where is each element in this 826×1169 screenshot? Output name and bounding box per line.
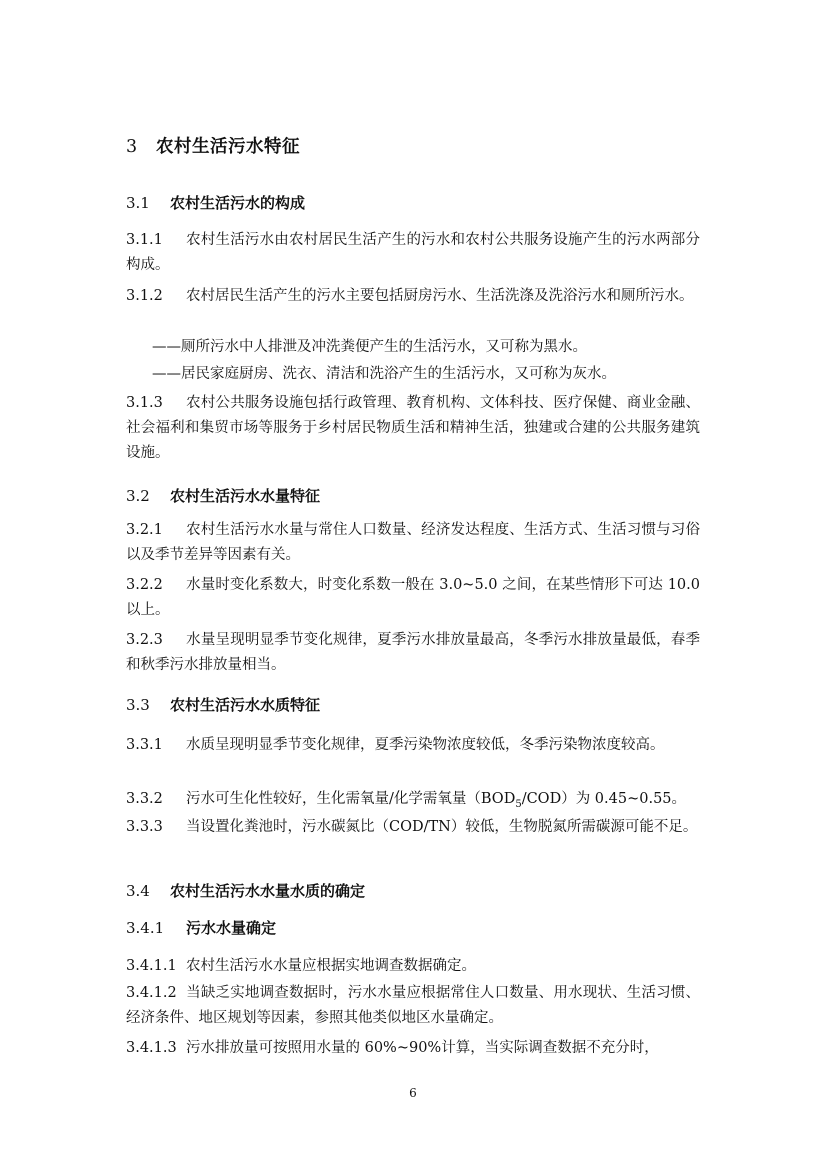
clause-number: 3.3.1: [126, 737, 163, 753]
clause-3-3-3: [126, 815, 700, 840]
clause-3-4-1-2: [126, 981, 700, 1031]
section-title: 农村生活污水的构成: [170, 194, 306, 212]
section-number: 3.2: [126, 487, 150, 505]
section-number: 3.3: [126, 696, 150, 714]
clause-text: 水质呈现明显季节变化规律，夏季污染物浓度较低，冬季污染物浓度较高。: [186, 737, 665, 753]
clause-number: 3.3.2: [126, 791, 163, 807]
section-title: 农村生活污水水质特征: [170, 696, 321, 714]
section-number: 3.4.1: [126, 919, 165, 937]
section-title: 污水水量确定: [186, 919, 277, 937]
section-heading-3-2: [126, 485, 320, 506]
clause-number: 3.1.3: [126, 395, 163, 411]
clause-3-4-1-3: [126, 1036, 700, 1061]
clause-text-part: /COD）为 0.45~0.55。: [521, 791, 687, 807]
clause-number: 3.2.1: [126, 522, 163, 538]
clause-number: 3.2.2: [126, 577, 163, 593]
clause-text: 农村居民生活产生的污水主要包括厨房污水、生活洗涤及洗浴污水和厕所污水。: [186, 288, 694, 304]
section-heading-3-1: [126, 192, 305, 213]
clause-3-1-1: [126, 228, 700, 278]
clause-text: 当设置化粪池时，污水碳氮比（COD/TN）较低，生物脱氮所需碳源可能不足。: [186, 819, 698, 835]
subscript: 5: [515, 798, 522, 810]
clause-number: 3.4.1.2: [126, 985, 177, 1001]
clause-text: 水量呈现明显季节变化规律，夏季污水排放量最高，冬季污水排放量最低，春季和秋季污水排放量相当。: [126, 632, 700, 673]
clause-number: 3.4.1.1: [126, 958, 177, 974]
clause-text: 农村生活污水水量与常住人口数量、经济发达程度、生活方式、生活习惯与习俗以及季节差异等因素有关。: [126, 522, 700, 563]
clause-number: 3.4.1.3: [126, 1040, 177, 1056]
clause-number: 3.1.2: [126, 288, 163, 304]
section-number: 3.1: [126, 194, 150, 212]
section-heading-3-3: [126, 694, 320, 715]
clause-text: 污水排放量可按照用水量的 60%~90%计算，当实际调查数据不充分时，: [186, 1040, 659, 1056]
clause-3-1-2: [126, 284, 700, 309]
clause-text: 当缺乏实地调查数据时，污水水量应根据常住人口数量、用水现状、生活习惯、经济条件、地区规划等因素，参照其他类似地区水量确定。: [126, 985, 700, 1026]
clause-number: 3.3.3: [126, 819, 163, 835]
clause-text: 农村公共服务设施包括行政管理、教育机构、文体科技、医疗保健、商业金融、社会福利和集贸市场等服务于乡村居民物质生活和精神生活，独建或合建的公共服务建筑设施。: [126, 395, 700, 461]
section-heading-3-4-1: [126, 917, 276, 938]
clause-number: 3.1.1: [126, 232, 163, 248]
clause-3-2-3: [126, 628, 700, 678]
clause-3-3-2: [126, 787, 700, 817]
chapter-heading: [126, 133, 300, 158]
clause-text: 农村生活污水由农村居民生活产生的污水和农村公共服务设施产生的污水两部分构成。: [126, 232, 700, 273]
page-number: 6: [409, 1086, 417, 1100]
section-heading-3-4: [126, 880, 365, 901]
dash-item-grey-water: ——居民家庭厨房、洗衣、清洁和洗浴产生的生活污水，又可称为灰水。: [152, 366, 616, 382]
clause-3-1-3: [126, 391, 700, 466]
clause-3-4-1-1: [126, 954, 700, 979]
section-title: 农村生活污水水量特征: [170, 487, 321, 505]
section-title: 农村生活污水水量水质的确定: [170, 882, 366, 900]
clause-3-3-1: [126, 733, 700, 758]
dash-item-black-water: ——厕所污水中人排泄及冲洗粪便产生的生活污水，又可称为黑水。: [152, 339, 587, 355]
section-number: 3.4: [126, 882, 150, 900]
clause-number: 3.2.3: [126, 632, 163, 648]
chapter-number: 3: [126, 137, 138, 157]
clause-text: 农村生活污水水量应根据实地调查数据确定。: [186, 958, 476, 974]
clause-text: [186, 791, 687, 810]
clause-3-2-2: [126, 573, 700, 623]
chapter-title: 农村生活污水特征: [156, 137, 300, 157]
clause-text: 水量时变化系数大，时变化系数一般在 3.0~5.0 之间，在某些情形下可达 10.0 以上。: [126, 577, 700, 618]
clause-text-part: 污水可生化性较好，生化需氧量/化学需氧量（BOD: [186, 791, 516, 807]
clause-3-2-1: [126, 518, 700, 568]
